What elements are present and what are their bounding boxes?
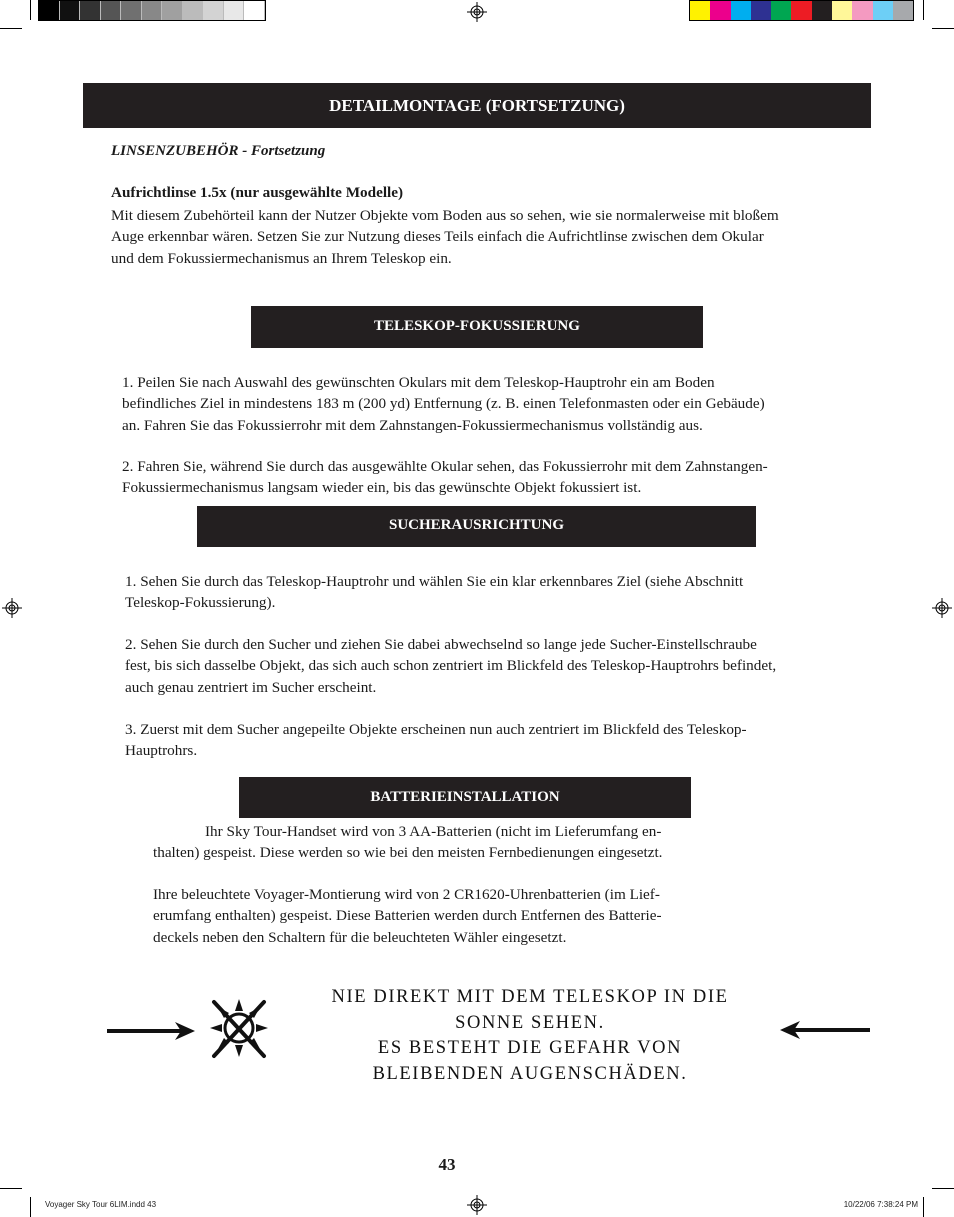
item-title: Aufrichtlinse 1.5x (nur ausgewählte Modelle) (111, 184, 404, 201)
text-line: Fokussiermechanismus langsam wieder ein, bis das gewünschte Objekt fokussiert ist. (122, 479, 642, 497)
color-swatch (224, 1, 245, 20)
color-swatch (162, 1, 183, 20)
text-line: thalten) gespeist. Diese werden so wie bei den meisten Fernbedienungen eingesetzt. (153, 844, 663, 862)
sun-warning-text (290, 985, 770, 1087)
color-swatch (751, 1, 771, 20)
text-line: auch genau zentriert im Sucher erscheint. (125, 678, 377, 696)
crop-mark (30, 0, 31, 20)
text-line: Hauptrohrs. (125, 742, 198, 760)
registration-mark-icon (467, 1195, 487, 1215)
no-sun-viewing-icon (208, 996, 270, 1062)
color-swatch (183, 1, 204, 20)
arrow-right-icon (107, 1020, 195, 1042)
crop-mark (923, 1197, 924, 1217)
focusing-step-1 (122, 372, 842, 436)
warning-line: NIE DIREKT MIT DEM TELESKOP IN DIE (331, 987, 729, 1007)
battery-paragraph-1 (153, 821, 753, 864)
color-swatch (710, 1, 730, 20)
text-line: 1. Sehen Sie durch das Teleskop-Hauptrohr und wählen Sie ein klar erkennbares Ziel (siehe Abschnitt (125, 573, 744, 590)
text-line: Ihr Sky Tour-Handset wird von 3 AA-Batterien (nicht im Lieferumfang en- (205, 823, 662, 840)
text-line: an. Fahren Sie das Fokussierrohr mit dem Zahnstangen-Fokussiermechanismus vollständig aus. (122, 416, 703, 434)
text-line: und dem Fokussiermechanismus an Ihrem Teleskop ein. (111, 249, 452, 267)
color-swatch (852, 1, 872, 20)
text-line: 2. Sehen Sie durch den Sucher und ziehen Sie dabei abwechselnd so lange jede Sucher-Einstellschraube (125, 636, 757, 653)
footer-filename: Voyager Sky Tour 6LIM.indd 43 (45, 1200, 157, 1209)
section-heading-focusing: TELESKOP-FOKUSSIERUNG (251, 306, 703, 348)
crop-mark (923, 0, 924, 20)
finder-step-1 (125, 571, 845, 614)
finder-step-2 (125, 634, 845, 698)
text-line: Mit diesem Zubehörteil kann der Nutzer Objekte vom Boden aus so sehen, wie sie normalerweise mit bloßem (111, 207, 779, 224)
color-swatch (731, 1, 751, 20)
crop-mark (0, 1188, 22, 1189)
color-swatch (690, 1, 710, 20)
crop-mark (932, 28, 954, 29)
color-swatch (121, 1, 142, 20)
color-swatch (60, 1, 81, 20)
text-line: erumfang enthalten) gespeist. Diese Batterien werden durch Entfernen des Batterie- (153, 907, 662, 925)
text-line: 2. Fahren Sie, während Sie durch das ausgewählte Okular sehen, das Fokussierrohr mit dem Zahnstangen- (122, 458, 768, 475)
color-swatch (791, 1, 811, 20)
registration-mark-icon (2, 598, 22, 618)
page-number: 43 (438, 1155, 456, 1174)
text-line: deckels neben den Schaltern für die beleuchteten Wähler eingesetzt. (153, 928, 567, 946)
color-calibration-bar (689, 0, 914, 21)
color-swatch (873, 1, 893, 20)
color-swatch (893, 1, 913, 20)
arrow-left-icon (780, 1019, 870, 1041)
section-heading-finder: SUCHERAUSRICHTUNG (197, 506, 756, 547)
color-swatch (80, 1, 101, 20)
text-line: 1. Peilen Sie nach Auswahl des gewünschten Okulars mit dem Teleskop-Hauptrohr ein am Boden (122, 374, 715, 391)
footer-timestamp: 10/22/06 7:38:24 PM (843, 1200, 918, 1209)
text-line: Ihre beleuchtete Voyager-Montierung wird von 2 CR1620-Uhrenbatterien (im Lief- (153, 886, 660, 903)
crop-mark (30, 1197, 31, 1217)
warning-line: BLEIBENDEN AUGENSCHÄDEN. (372, 1063, 688, 1084)
warning-line: SONNE SEHEN. (455, 1012, 605, 1033)
color-swatch (203, 1, 224, 20)
registration-mark-icon (467, 2, 487, 22)
finder-step-3 (125, 719, 845, 762)
text-line: fest, bis sich dasselbe Objekt, das sich auch schon zentriert im Blickfeld des Teleskop-Hauptrohrs befindet, (125, 657, 777, 675)
color-swatch (244, 1, 265, 20)
color-swatch (101, 1, 122, 20)
section-heading-battery: BATTERIEINSTALLATION (239, 777, 691, 818)
crop-mark (0, 28, 22, 29)
color-swatch (39, 1, 60, 20)
color-swatch (812, 1, 832, 20)
registration-mark-icon (932, 598, 952, 618)
battery-paragraph-2 (153, 884, 753, 948)
text-line: Auge erkennbar wären. Setzen Sie zur Nutzung dieses Teils einfach die Aufrichtlinse zwischen dem Okular (111, 228, 764, 246)
grayscale-calibration-bar (38, 0, 266, 21)
text-line: Teleskop-Fokussierung). (125, 594, 276, 612)
focusing-step-2 (122, 456, 842, 499)
section-subheading: LINSENZUBEHÖR - Fortsetzung (111, 143, 326, 159)
crop-mark (932, 1188, 954, 1189)
color-swatch (771, 1, 791, 20)
warning-line: ES BESTEHT DIE GEFAHR VON (377, 1038, 683, 1058)
text-line: 3. Zuerst mit dem Sucher angepeilte Objekte erscheinen nun auch zentriert im Blickfeld des Teleskop- (125, 721, 747, 738)
color-swatch (142, 1, 163, 20)
color-swatch (832, 1, 852, 20)
page-title: DETAILMONTAGE (FORTSETZUNG) (83, 83, 871, 128)
text-line: befindliches Ziel in mindestens 183 m (200 yd) Entfernung (z. B. einen Telefonmasten oder ein Gebäude) (122, 395, 765, 413)
intro-paragraph (111, 205, 851, 269)
